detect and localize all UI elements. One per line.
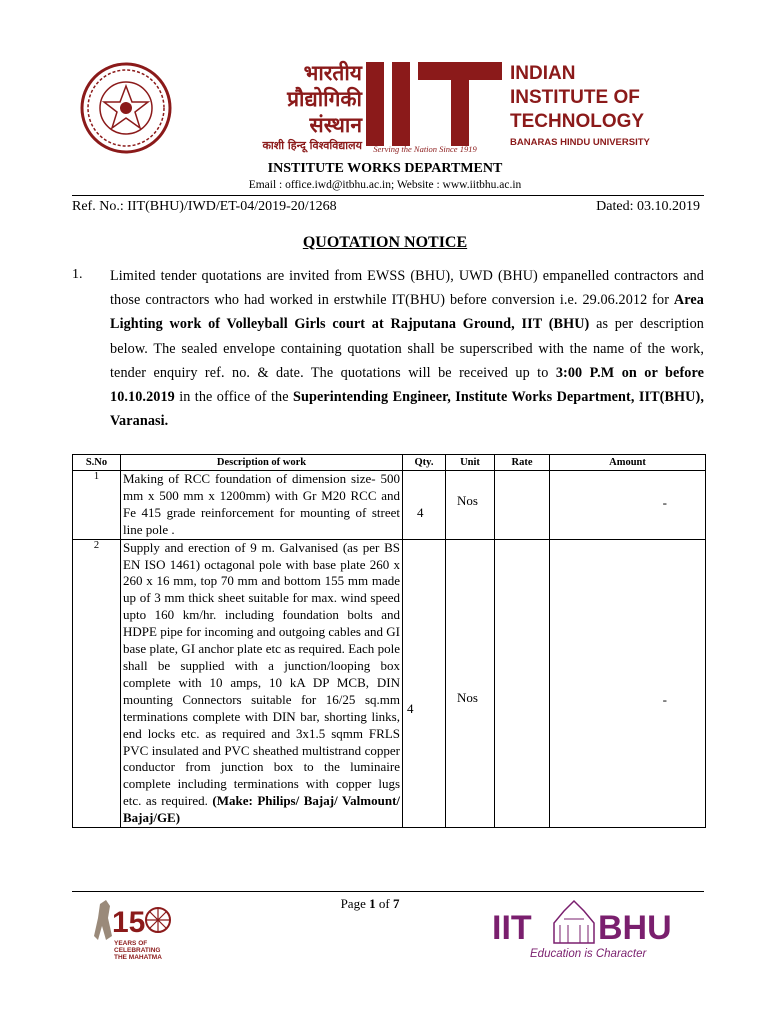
table-row [73,539,706,827]
unit-value: Nos [457,493,478,508]
department-title: INSTITUTE WORKS DEPARTMENT [267,161,503,176]
english-line-1: INDIAN [510,63,576,84]
paragraph-number: 1. [72,267,83,282]
description-text: Making of RCC foundation of dimension size- 500 mm x 500 mm x 1200mm) with Gr M20 RCC and Fe 415 grade reinforcement for mounting of street line pole . [123,471,400,537]
cell-qty [403,471,446,540]
make-list: (Make: Philips/ Bajaj/ Valmount/ Bajaj/GE) [123,793,401,826]
deadline: 3:00 P.M on or before 10.10.2019 [110,364,704,406]
iit-bhu-seal-logo [80,62,172,154]
cell-qty [403,539,446,827]
footer-divider [72,891,704,892]
cell-rate [495,471,550,540]
cell-description [121,471,403,540]
english-line-2: INSTITUTE OF [510,87,640,108]
hindi-line-3: संस्थान [309,113,362,137]
header-unit: Unit [446,455,495,471]
logo-text-3: THE MAHATMA [114,954,162,961]
contact-line: Email : office.iwd@itbhu.ac.in; Website : www.iitbhu.ac.in [248,179,522,191]
cell-sno: 1 [73,471,121,540]
logo-tagline: Education is Character [530,948,647,960]
iit-bhu-footer-logo [490,895,695,963]
table-header-row [73,455,706,471]
header-description: Description of work [121,455,403,471]
para-text-1: Limited tender quotations are invited from EWSS (BHU), UWD (BHU) empanelled contractors and those contractors who had worked in erstwhile IT(BHU) before conversion i.e. 29.06.2012 for [110,268,704,309]
logo-text-1: YEARS OF [114,940,148,947]
cell-unit [446,471,495,540]
work-items-table [72,454,706,828]
english-line-3: TECHNOLOGY [510,111,645,132]
header-divider [72,195,704,196]
svg-text:15: 15 [112,906,146,939]
150-years-mahatma-logo [92,896,176,962]
cell-description [121,539,403,827]
cell-sno: 2 [73,539,121,827]
header-qty: Qty. [403,455,446,471]
amount-value: - [662,495,667,510]
page-prefix: Page [340,896,370,911]
para-text-3: in the office of the [174,389,293,406]
hindi-line-4: काशी हिन्दू विश्वविद्यालय [262,139,362,152]
description-text: Supply and erection of 9 m. Galvanised (as per BS EN ISO 1461) octagonal pole with base plate 260 x 260 x 16 mm, top 70 mm and bottom 155 mm made up of 3 mm thick sheet suitable for max. wind speed upto 160 km/hr. including foundation bolts and HDPE pipe for incoming and outgoing cables and GI base plate, GI anchor plate etc as required. Each pole shall be supplied with a junction/looping box complete with 10 amps, 10 kA DP MCB, DIN mounting Connectors suitable for 16/25 sq.mm terminations complete with DIN bar, shorting links, end locks etc. as required and 3x1.5 sqmm FRLS PVC insulated and PVC sheathed multistrand copper conductor from junction box to the luminaire complete including terminations with copper lugs etc. as required. [123,539,400,809]
page-mid: of [375,896,393,911]
cell-amount [550,471,706,540]
logo-bhu: BHU [598,909,672,947]
para-text-2: as per description below. The sealed envelope containing quotation shall be superscribed with the name of the work, tender enquiry ref. no. & date. The quotations will be received up to [110,316,704,381]
university-name: BANARAS HINDU UNIVERSITY [510,137,650,148]
iit-wordmark-logo [366,62,502,152]
qty-value: 4 [417,505,424,520]
work-name: Area Lighting work of Volleyball Girls court at Rajputana Ground, IIT (BHU) [110,292,704,333]
header-sno: S.No [73,455,121,471]
table-row [73,471,706,540]
english-institute-name [510,62,650,150]
qty-value: 4 [407,700,414,716]
header-rate: Rate [495,455,550,471]
hindi-line-2: प्रौद्योगिकी [287,87,362,111]
logo-text-2: CELEBRATING [114,947,161,954]
unit-value: Nos [457,689,478,705]
page-current: 1 [369,896,376,911]
notice-title: QUOTATION NOTICE [302,234,468,251]
cell-unit [446,539,495,827]
logo-iit: IIT [492,909,532,947]
notice-paragraph [110,264,704,433]
office-name: Superintending Engineer, Institute Works Department, IIT(BHU), Varanasi. [110,389,705,430]
cell-rate [495,539,550,827]
hindi-line-1: भारतीय [303,61,362,85]
date-line: Dated: 03.10.2019 [596,199,700,214]
amount-value: - [662,691,667,707]
page-total: 7 [392,896,400,911]
tagline: Serving the Nation Since 1919 [373,144,477,154]
header-amount: Amount [550,455,706,471]
cell-amount [550,539,706,827]
hindi-institute-name [232,60,362,154]
reference-number: Ref. No.: IIT(BHU)/IWD/ET-04/2019-20/1268 [72,199,337,214]
